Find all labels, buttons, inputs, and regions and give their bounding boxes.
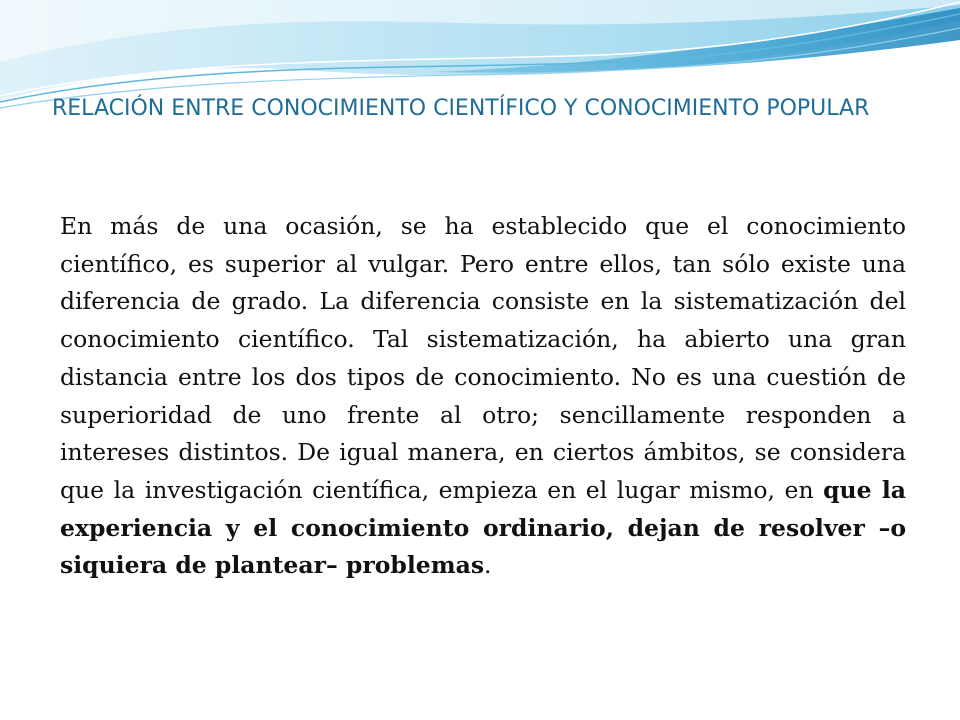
paragraph-bold-text: que la experiencia y el conocimiento ordinario, dejan de resolver –o siquiera de plantear– problemas (60, 475, 906, 580)
paragraph-end: . (484, 551, 492, 580)
paragraph-text: En más de una ocasión, se ha establecido que el conocimiento científico, es superior al vulgar. Pero entre ellos, tan sólo existe una diferencia de grado. La diferencia consiste en la sistematización del conocimiento científico. Tal sistematización, ha abierto una gran distancia entre los dos tipos de conocimiento. No es una cuestión de superioridad de uno frente al otro; sencillamente responden a intereses distintos. De igual manera, en ciertos ámbitos, se considera que la investigación científica, empieza en el lugar mismo, en (60, 212, 906, 504)
slide-body-paragraph (60, 208, 906, 585)
slide-title: RELACIÓN ENTRE CONOCIMIENTO CIENTÍFICO Y CONOCIMIENTO POPULAR (52, 96, 870, 121)
